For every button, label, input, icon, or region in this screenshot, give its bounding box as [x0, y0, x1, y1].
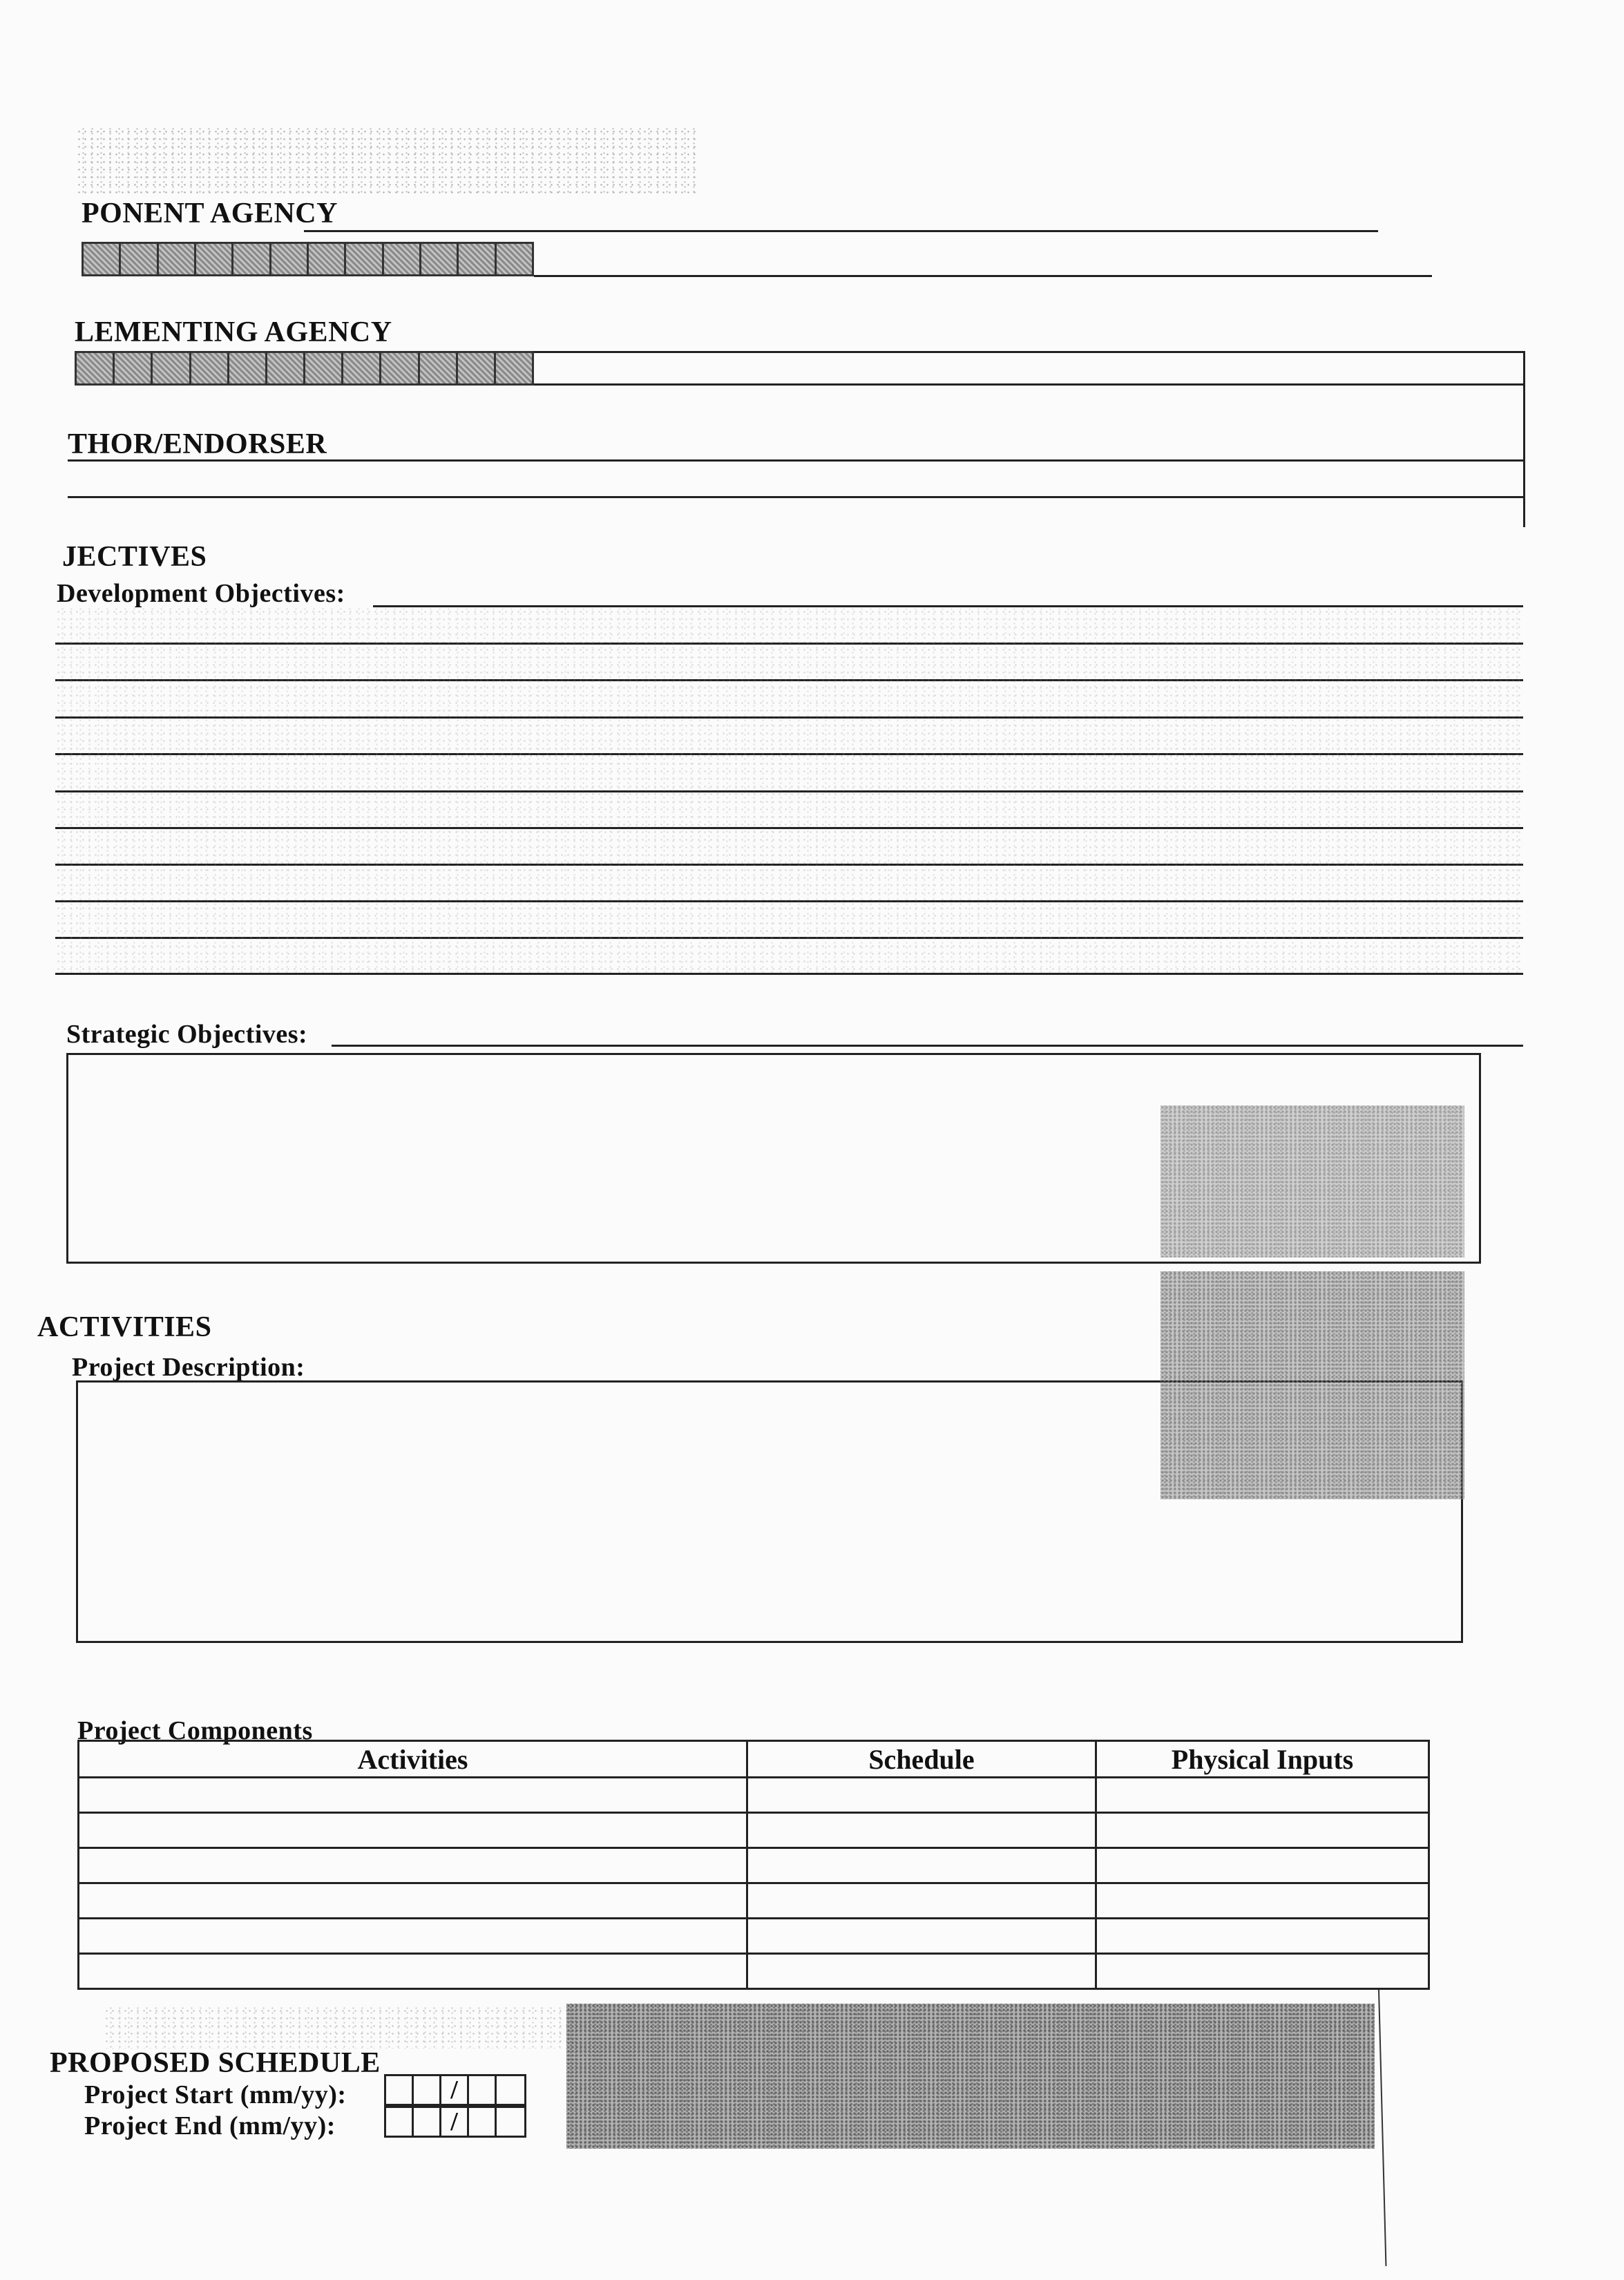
project-start-date[interactable]	[384, 2074, 526, 2106]
author-endorser-label: THOR/ENDORSER	[68, 428, 327, 460]
physical-inputs-cell[interactable]	[1096, 1919, 1429, 1954]
strategic-dark-noise	[1160, 1105, 1464, 1257]
table-row	[79, 1883, 1429, 1919]
development-objectives-label: Development Objectives:	[57, 579, 345, 608]
table-row	[79, 1954, 1429, 1989]
activity-cell[interactable]	[79, 1848, 747, 1883]
table-row	[79, 1813, 1429, 1848]
proponent-agency-label: PONENT AGENCY	[82, 198, 338, 229]
schedule-cell[interactable]	[747, 1813, 1096, 1848]
project-start-label: Project Start (mm/yy):	[84, 2080, 347, 2109]
proponent-agency-field[interactable]	[534, 275, 1432, 277]
activities-heading: ACTIVITIES	[37, 1311, 212, 1343]
objectives-heading: JECTIVES	[62, 541, 207, 573]
schedule-cell[interactable]	[747, 1954, 1096, 1989]
activity-cell[interactable]	[79, 1919, 747, 1954]
implementing-agency-code-boxes[interactable]	[75, 351, 534, 386]
bottom-dark-noise	[566, 2004, 1375, 2149]
project-end-label: Project End (mm/yy):	[84, 2111, 336, 2140]
activity-cell[interactable]	[79, 1813, 747, 1848]
table-row	[79, 1778, 1429, 1813]
author-endorser-field[interactable]	[68, 496, 1524, 498]
table-row	[79, 1848, 1429, 1883]
proposed-schedule-heading: PROPOSED SCHEDULE	[50, 2047, 381, 2079]
date-separator: /	[441, 2108, 469, 2136]
proponent-agency-code-boxes[interactable]	[82, 242, 534, 276]
implementing-agency-label: LEMENTING AGENCY	[75, 316, 392, 348]
implementing-rule-top	[534, 351, 1525, 353]
project-components-label: Project Components	[77, 1716, 313, 1745]
author-rule-1	[68, 459, 1524, 462]
proponent-rule-top	[304, 230, 1378, 232]
schedule-cell[interactable]	[747, 1883, 1096, 1919]
page-crease-line	[1378, 1990, 1386, 2266]
project-end-date[interactable]	[384, 2106, 526, 2138]
physical-inputs-cell[interactable]	[1096, 1778, 1429, 1813]
physical-inputs-cell[interactable]	[1096, 1954, 1429, 1989]
schedule-cell[interactable]	[747, 1848, 1096, 1883]
physical-inputs-cell[interactable]	[1096, 1883, 1429, 1919]
col-physical-inputs-header: Physical Inputs	[1096, 1741, 1429, 1778]
project-components-table	[77, 1740, 1430, 1990]
physical-inputs-cell[interactable]	[1096, 1848, 1429, 1883]
header-noise	[76, 128, 698, 193]
schedule-cell[interactable]	[747, 1778, 1096, 1813]
table-row	[79, 1919, 1429, 1954]
objectives-noise	[55, 608, 1523, 974]
description-dark-noise	[1160, 1271, 1464, 1499]
schedule-cell[interactable]	[747, 1919, 1096, 1954]
project-description-label: Project Description:	[72, 1353, 305, 1382]
physical-inputs-cell[interactable]	[1096, 1813, 1429, 1848]
activity-cell[interactable]	[79, 1778, 747, 1813]
right-border-a	[1523, 351, 1525, 527]
implementing-agency-field[interactable]	[534, 383, 1525, 386]
col-schedule-header: Schedule	[747, 1741, 1096, 1778]
strategic-objectives-label: Strategic Objectives:	[66, 1020, 308, 1049]
activity-cell[interactable]	[79, 1954, 747, 1989]
bottom-light-noise	[104, 2007, 573, 2049]
col-activities-header: Activities	[79, 1741, 747, 1778]
date-separator: /	[441, 2076, 469, 2104]
activity-cell[interactable]	[79, 1883, 747, 1919]
strategic-rule	[332, 1045, 1523, 1047]
